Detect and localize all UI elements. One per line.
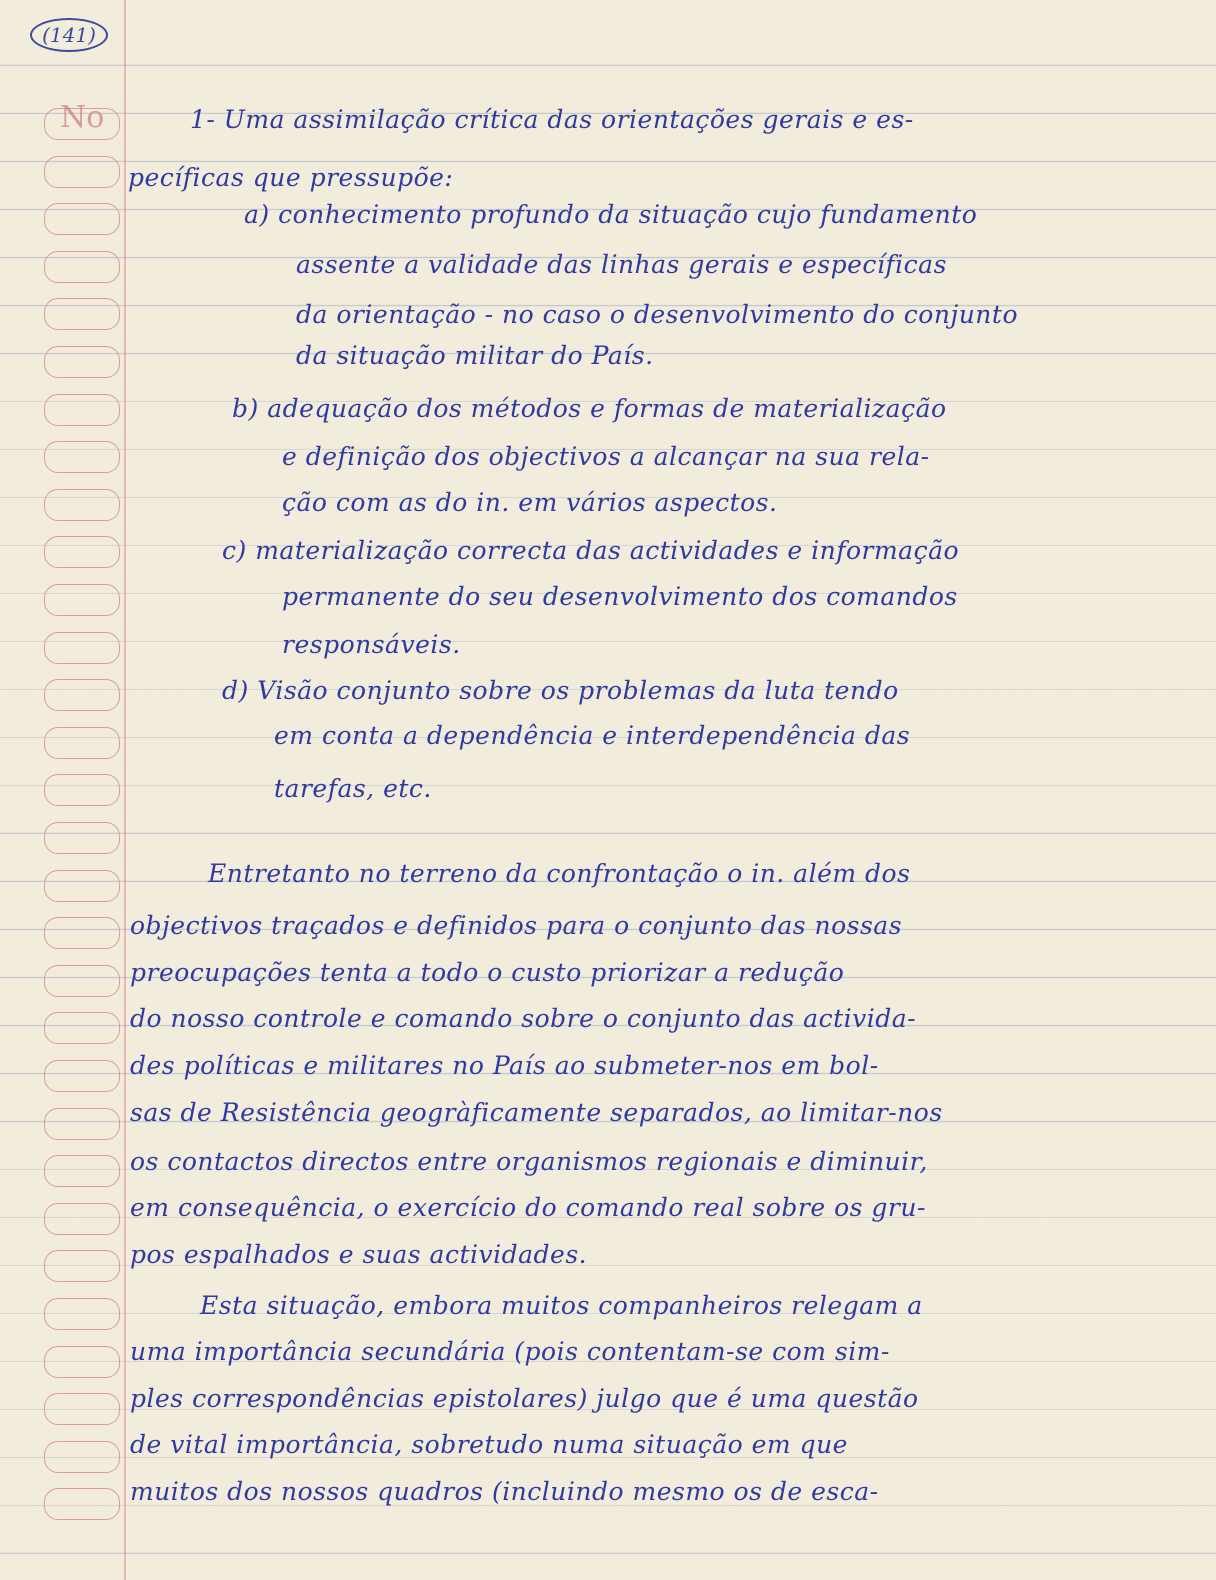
text-line: responsáveis.: [282, 630, 461, 659]
text-line: pos espalhados e suas actividades.: [130, 1240, 588, 1269]
text-line: pecíficas que pressupõe:: [128, 163, 454, 192]
text-line: e definição dos objectivos a alcançar na sua rela-: [282, 442, 930, 471]
text-line: objectivos traçados e definidos para o conjunto das nossas: [130, 911, 903, 940]
text-line: permanente do seu desenvolvimento dos comandos: [282, 582, 958, 611]
text-line: do nosso controle e comando sobre o conjunto das activida-: [130, 1004, 917, 1033]
text-line: da situação militar do País.: [296, 341, 654, 370]
text-line: ples correspondências epistolares) julgo que é uma questão: [130, 1384, 919, 1413]
page-number: (141): [30, 18, 108, 52]
text-line: c) materialização correcta das actividades e informação: [222, 536, 960, 565]
text-line: assente a validade das linhas gerais e específicas: [296, 250, 947, 279]
text-line: tarefas, etc.: [274, 774, 432, 803]
text-line: des políticas e militares no País ao submeter-nos em bol-: [130, 1051, 879, 1080]
text-line: Entretanto no terreno da confrontação o in. além dos: [208, 859, 911, 888]
text-line: 1- Uma assimilação crítica das orientações gerais e es-: [190, 105, 914, 134]
header-mark: No: [60, 100, 105, 135]
text-line: em conta a dependência e interdependência das: [274, 721, 911, 750]
text-line: muitos dos nossos quadros (incluindo mesmo os de esca-: [130, 1477, 879, 1506]
text-line: em consequência, o exercício do comando real sobre os gru-: [130, 1193, 926, 1222]
text-line: Esta situação, embora muitos companheiros relegam a: [200, 1291, 923, 1320]
text-line: de vital importância, sobretudo numa situação em que: [130, 1430, 848, 1459]
text-line: sas de Resistência geogràficamente separados, ao limitar-nos: [130, 1098, 943, 1127]
text-line: os contactos directos entre organismos regionais e diminuir,: [130, 1147, 928, 1176]
text-line: a) conhecimento profundo da situação cujo fundamento: [244, 200, 978, 229]
text-line: d) Visão conjunto sobre os problemas da luta tendo: [222, 676, 899, 705]
text-line: uma importância secundária (pois contentam-se com sim-: [130, 1337, 890, 1366]
text-line: b) adequação dos métodos e formas de materialização: [232, 394, 947, 423]
text-line: preocupações tenta a todo o custo priorizar a redução: [130, 958, 845, 987]
text-line: ção com as do in. em vários aspectos.: [282, 488, 778, 517]
text-line: da orientação - no caso o desenvolvimento do conjunto: [296, 300, 1018, 329]
